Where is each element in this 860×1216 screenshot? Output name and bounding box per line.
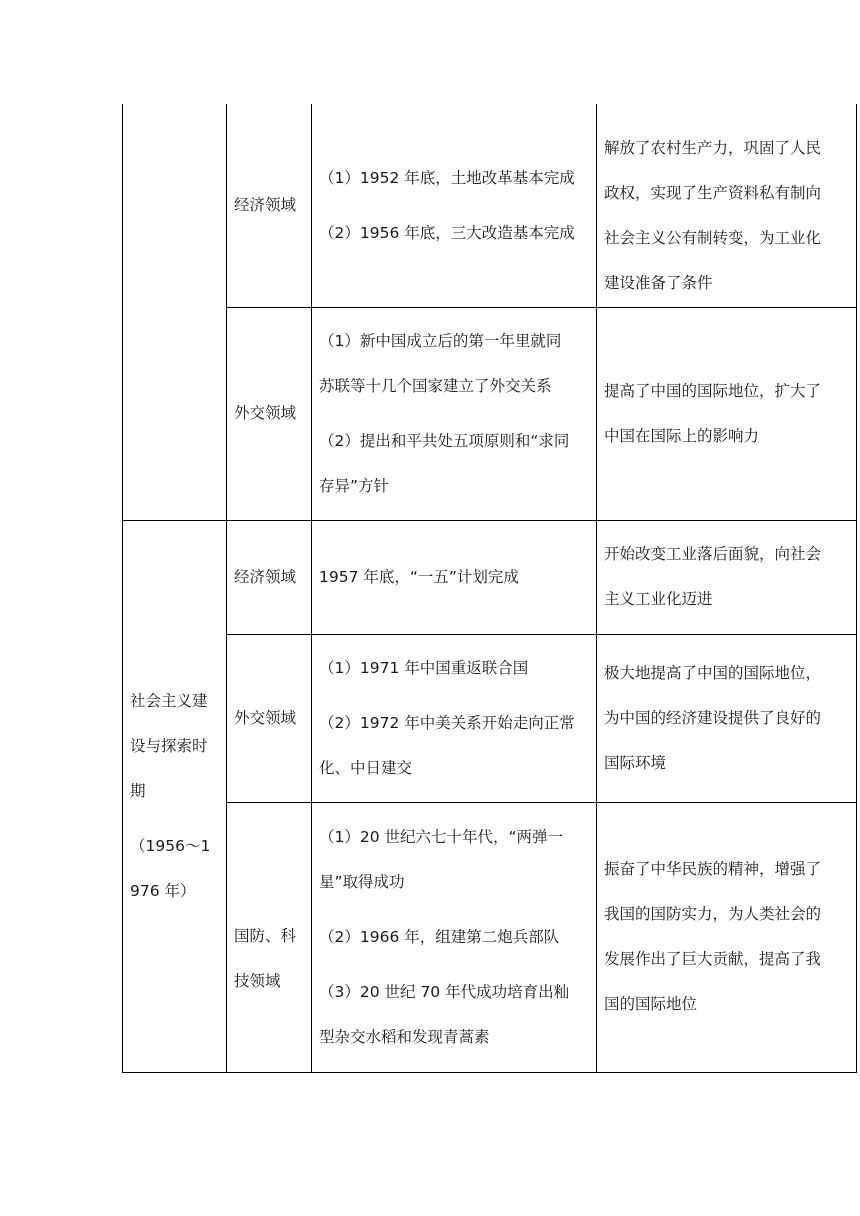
- significance-text: 中国在国际上的影响力: [604, 426, 760, 445]
- events-cell: [319, 104, 593, 307]
- significance-text: 振奋了中华民族的精神，增强了: [604, 860, 822, 878]
- significance-cell: [604, 520, 850, 634]
- events-cell: [319, 802, 593, 1072]
- table-col-divider: [596, 104, 597, 1073]
- significance-text: 我国的国防实力，为人类社会的: [604, 905, 822, 923]
- period-text: 社会主义建: [130, 691, 208, 710]
- events-cell: [319, 634, 593, 802]
- period-text: 976 年）: [130, 881, 196, 900]
- significance-text: 开始改变工业落后面貌，向社会: [604, 545, 822, 563]
- event-text: 星”取得成功: [319, 872, 405, 891]
- event-text: （1）1971 年中国重返联合国: [319, 658, 529, 677]
- table-border-right: [856, 104, 857, 1073]
- significance-text: 提高了中国的国际地位，扩大了: [604, 381, 822, 400]
- significance-cell: [604, 802, 850, 1072]
- event-text: （1）20 世纪六七十年代，“两弹一: [319, 827, 564, 846]
- events-cell: [319, 520, 593, 634]
- significance-text: 解放了农村生产力，巩固了人民: [604, 138, 822, 157]
- event-text: （2）1966 年，组建第二炮兵部队: [319, 927, 560, 946]
- table-border-left: [122, 104, 123, 1073]
- field-cell: [234, 520, 308, 634]
- significance-text: 国的国际地位: [604, 995, 698, 1013]
- significance-cell: [604, 104, 850, 307]
- period-text: 期: [130, 781, 146, 800]
- significance-text: 主义工业化迈进: [604, 590, 713, 608]
- significance-text: 国际环境: [604, 753, 667, 772]
- field-text: 外交领域: [234, 404, 297, 422]
- significance-text: 政权，实现了生产资料私有制向: [604, 183, 822, 202]
- event-text: （2）1972 年中美关系开始走向正常: [319, 713, 575, 732]
- significance-text: 建设准备了条件: [604, 273, 713, 292]
- significance-text: 社会主义公有制转变，为工业化: [604, 228, 822, 247]
- event-text: 苏联等十几个国家建立了外交关系: [319, 376, 552, 395]
- table-col-divider: [226, 104, 227, 1073]
- event-text: 存异”方针: [319, 476, 390, 495]
- significance-text: 发展作出了巨大贡献，提高了我: [604, 950, 822, 968]
- event-text: （2）提出和平共处五项原则和“求同: [319, 431, 570, 450]
- significance-cell: [604, 634, 850, 802]
- field-text: 外交领域: [234, 708, 297, 727]
- field-text: 国防、科: [234, 927, 297, 945]
- event-text: 1957 年底，“一五”计划完成: [319, 567, 519, 586]
- period-text: 设与探索时: [130, 736, 208, 755]
- field-text: 经济领域: [234, 196, 297, 214]
- event-text: 化、中日建交: [319, 758, 413, 777]
- table-col-divider: [311, 104, 312, 1073]
- field-text: 经济领域: [234, 567, 297, 586]
- field-cell: [234, 802, 308, 1072]
- field-cell: [234, 307, 308, 520]
- period-cell: [130, 520, 222, 1072]
- period-text: （1956～1: [130, 836, 211, 855]
- event-text: （1）新中国成立后的第一年里就同: [319, 331, 562, 350]
- field-cell: [234, 104, 308, 307]
- events-cell: [319, 307, 593, 520]
- significance-cell: [604, 307, 850, 520]
- significance-text: 为中国的经济建设提供了良好的: [604, 708, 822, 727]
- event-text: 型杂交水稻和发现青蒿素: [319, 1027, 490, 1046]
- event-text: （3）20 世纪 70 年代成功培育出籼: [319, 982, 570, 1001]
- field-cell: [234, 634, 308, 802]
- event-text: （2）1956 年底，三大改造基本完成: [319, 223, 575, 242]
- significance-text: 极大地提高了中国的国际地位，: [604, 663, 822, 682]
- event-text: （1）1952 年底，土地改革基本完成: [319, 168, 575, 187]
- field-text: 技领域: [234, 972, 281, 990]
- table-border-bottom: [122, 1072, 857, 1073]
